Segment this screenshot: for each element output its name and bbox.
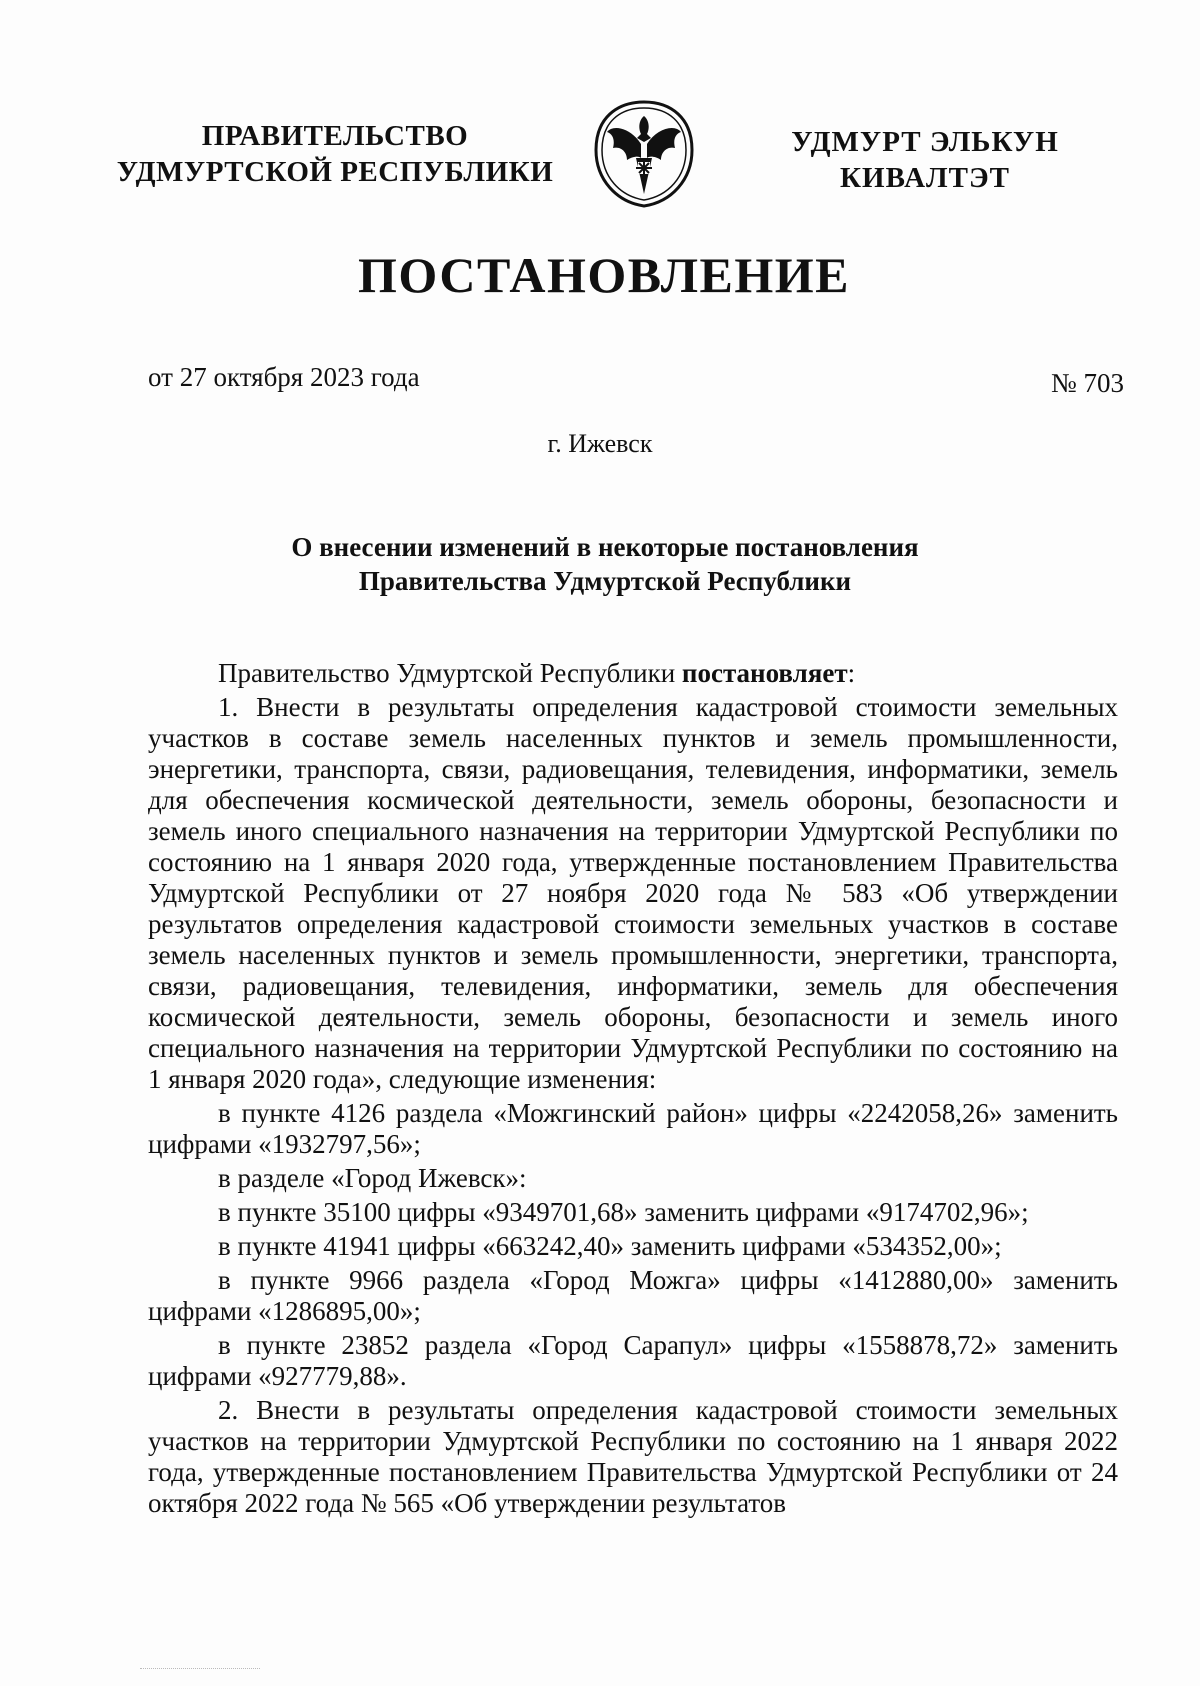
subject-line-1: О внесении изменений в некоторые постановления	[291, 532, 919, 562]
change-paragraph: в пункте 9966 раздела «Город Можга» цифры «1412880,00» заменить цифрами «1286895,00»;	[148, 1265, 1118, 1326]
header-left-block	[100, 118, 570, 190]
header-left-line-1: ПРАВИТЕЛЬСТВО	[201, 120, 469, 152]
document-body	[148, 658, 1118, 1519]
item-2-paragraph: 2. Внести в результаты определения кадастровой стоимости земельных участков на территории Удмуртской Республики по состоянию на 1 января 2022 года, утвержденные постановлением Правительства Удмуртской Республики от 24 октября 2022 года № 565 «Об утверждении результатов	[148, 1395, 1118, 1518]
header-left-line-2: УДМУРТСКОЙ РЕСПУБЛИКИ	[116, 156, 554, 188]
udmurt-coat-of-arms-icon	[591, 98, 697, 210]
change-paragraph: в пункте 4126 раздела «Можгинский район» цифры «2242058,26» заменить цифрами «1932797,56»;	[148, 1098, 1118, 1159]
item-1-paragraph: 1. Внести в результаты определения кадастровой стоимости земельных участков в составе земель населенных пунктов и земель промышленности, энергетики, транспорта, связи, радиовещания, телевидения, информатики, земель для обеспечения космической деятельности, земель обороны, безопасности и земель иного специального назначения на территории Удмуртской Республики по состоянию на 1 января 2020 года, утвержденные постановлением Правительства Удмуртской Республики от 27 ноября 2020 года № 583 «Об утверждении результатов определения кадастровой стоимости земельных участков в составе земель населенных пунктов и земель промышленности, энергетики, транспорта, связи, радиовещания, телевидения, информатики, земель для обеспечения космической деятельности, земель обороны, безопасности и земель иного специального назначения на территории Удмуртской Республики по состоянию на 1 января 2020 года», следующие изменения:	[148, 692, 1118, 1094]
document-subject	[0, 530, 1200, 598]
intro-verb: постановляет	[681, 658, 848, 688]
document-number: № 703	[1050, 368, 1124, 398]
intro-prefix: Правительство Удмуртской Республики	[218, 658, 682, 688]
intro-suffix: :	[847, 658, 856, 688]
change-paragraph: в пункте 35100 цифры «9349701,68» заменить цифрами «9174702,96»;	[218, 1197, 1029, 1227]
subject-line-2: Правительства Удмуртской Республики	[358, 566, 852, 596]
document-city: г. Ижевск	[547, 429, 653, 458]
change-paragraph: в пункте 41941 цифры «663242,40» заменить цифрами «534352,00»;	[218, 1231, 1002, 1261]
change-paragraph: в разделе «Город Ижевск»:	[218, 1163, 527, 1193]
header-right-block	[760, 124, 1090, 196]
header-right-line-1: УДМУРТ ЭЛЬКУН	[791, 126, 1059, 158]
scan-artifact	[140, 1668, 260, 1672]
change-paragraph: в пункте 23852 раздела «Город Сарапул» цифры «1558878,72» заменить цифрами «927779,88».	[148, 1330, 1118, 1391]
document-title: ПОСТАНОВЛЕНИЕ	[358, 247, 850, 303]
intro-paragraph	[148, 658, 1118, 689]
header-right-line-2: КИВАЛТЭТ	[839, 162, 1010, 194]
document-date: от 27 октября 2023 года	[148, 362, 420, 392]
